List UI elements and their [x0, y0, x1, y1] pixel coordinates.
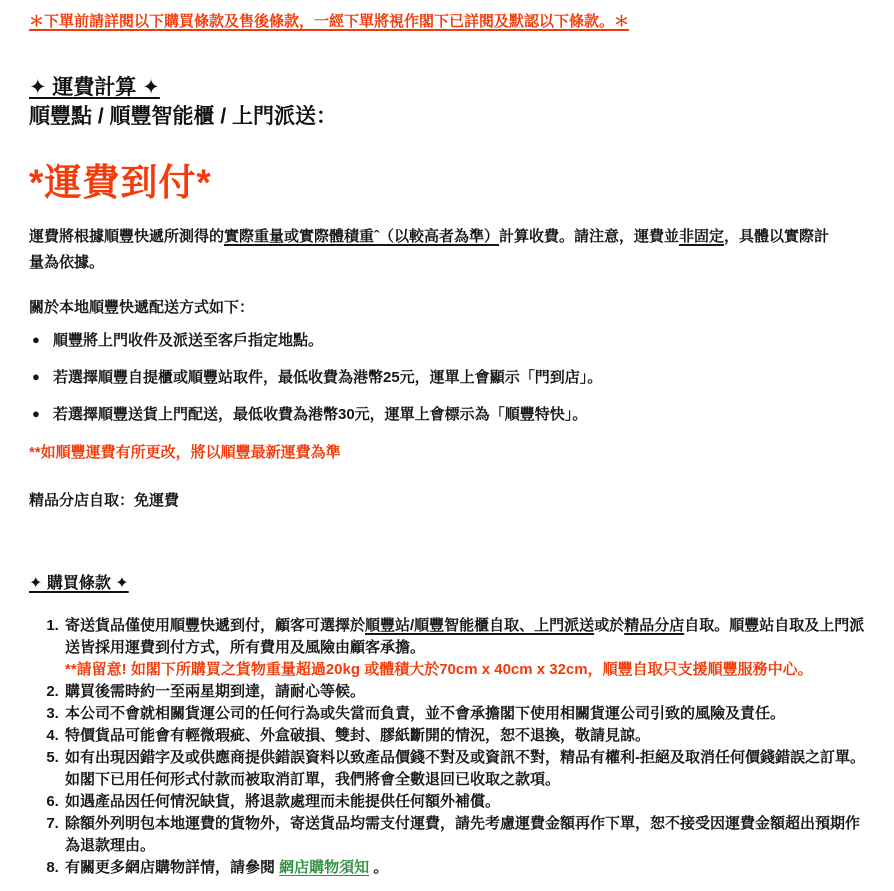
term-text: 或於 — [594, 617, 625, 634]
term-text: 購買後需時約一至兩星期到達，請耐心等候。 — [65, 683, 366, 700]
term-text: 。 — [369, 859, 389, 876]
weight-limit-warning: **請留意! 如閣下所購買之貨物重量超過20kg 或體積大於70cm x 40cm x 32cm，順豐自取只支援順豐服務中心。 — [65, 661, 813, 678]
store-pickup-free-line: 精品分店自取：免運費 — [29, 492, 180, 509]
table-row — [63, 703, 866, 725]
term-text: 寄送貨品僅使用順豐快遞到付，顧客可選擇於 — [65, 617, 366, 634]
term-text: 如遇產品因任何情況缺貨，將退款處理而未能提供任何額外補償。 — [65, 793, 501, 810]
table-row — [63, 681, 866, 703]
purchase-terms-list — [29, 615, 866, 879]
list-item — [32, 404, 866, 426]
bullet-icon: ● — [32, 332, 40, 347]
term-text: 有關更多網店購物詳情，請參閱 — [65, 859, 280, 876]
term-text: 如有出現因錯字及或供應商提供錯誤資料以致產品價錢不對及或資訊不對，精品有權利-拒絕及取消任何價錢錯誤之訂單。如閣下已用任何形式付款而被取消訂單，我們將會全數退回已收取之款項。 — [65, 749, 866, 788]
table-row — [63, 813, 866, 857]
term-text: 特價貨品可能會有輕微瑕疵、外盒破損、雙封、膠紙斷開的情況，恕不退換，敬請見諒。 — [65, 727, 651, 744]
list-item — [32, 367, 866, 389]
fee-para-underlined-weight: 實際重量或實際體積重ˆ（以較高者為準） — [224, 228, 500, 245]
table-row — [63, 615, 866, 681]
online-shopping-guide-link[interactable]: 網店購物須知 — [279, 859, 370, 876]
fee-para-segment: 計算收費。請注意，運費並 — [499, 228, 680, 245]
fee-para-segment: 運費將根據順豐快遞所測得的 — [29, 228, 225, 245]
fee-para-segment: ，具體以實際計量為依據。 — [29, 228, 830, 271]
delivery-methods-subheading: 順豐點 / 順豐智能櫃 / 上門派送： — [29, 105, 338, 128]
shipping-fee-heading: ✦ 運費計算 ✦ — [29, 76, 160, 99]
fee-calculation-paragraph — [29, 224, 841, 276]
term-text: 自取。順豐站自取及上門派送皆採用運費到付方式，所有費用及風險由顧客承擔。 — [65, 617, 865, 656]
delivery-options-list — [29, 330, 866, 426]
table-row — [63, 725, 866, 747]
table-row — [63, 747, 866, 791]
bullet-icon: ● — [32, 406, 40, 421]
freight-collect-banner: *運費到付* — [29, 162, 212, 203]
delivery-option-text: 順豐將上門收件及派送至客戶指定地點。 — [53, 332, 324, 349]
bullet-icon: ● — [32, 369, 40, 384]
delivery-option-text: 若選擇順豐自提櫃或順豐站取件，最低收費為港幣25元，運單上會顯示「門到店」。 — [53, 369, 603, 386]
table-row — [63, 857, 866, 879]
delivery-option-text: 若選擇順豐送貨上門配送，最低收費為港幣30元，運單上會標示為「順豐特快」。 — [53, 406, 588, 423]
term-underlined-store: 精品分店 — [624, 617, 685, 634]
term-text: 除額外列明包本地運費的貨物外，寄送貨品均需支付運費，請先考慮運費金額再作下單，恕不接受因運費金額超出預期作為退款理由。 — [65, 815, 861, 854]
fee-change-note: **如順豐運費有所更改，將以順豐最新運費為準 — [29, 444, 341, 461]
term-text: 本公司不會就相關貨運公司的任何行為或失當而負責，並不會承擔閣下使用相關貨運公司引致的風險及責任。 — [65, 705, 786, 722]
fee-para-underlined-notfixed: 非固定 — [679, 228, 725, 245]
delivery-options-intro: 關於本地順豐快遞配送方式如下： — [29, 299, 255, 316]
list-item — [32, 330, 866, 352]
purchase-terms-heading: ✦ 購買條款 ✦ — [29, 575, 129, 592]
term-underlined-pickup-options: 順豐站/順豐智能櫃自取、上門派送 — [365, 617, 595, 634]
table-row — [63, 791, 866, 813]
pre-order-notice: ＊下單前請詳閱以下購買條款及售後條款，一經下單將視作閣下已詳閱及默認以下條款。＊ — [29, 13, 630, 30]
